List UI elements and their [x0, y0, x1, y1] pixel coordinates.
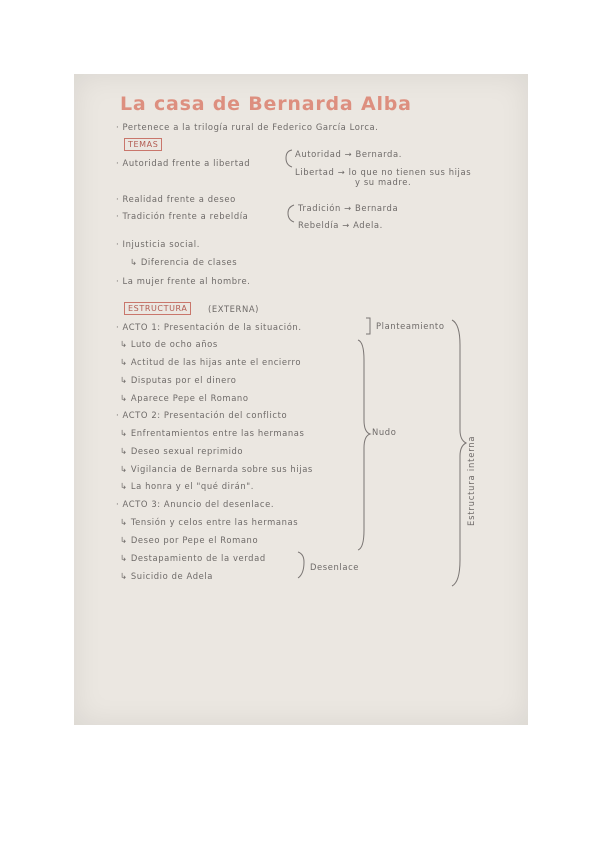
- estructura-label: ESTRUCTURA: [124, 302, 191, 315]
- acto-1: · ACTO 1: Presentación de la situación.: [116, 322, 302, 332]
- externa-label: (EXTERNA): [208, 304, 260, 314]
- nudo-label: Nudo: [372, 427, 397, 437]
- page-title: La casa de Bernarda Alba: [120, 93, 412, 115]
- acto1-item: ↳ Aparece Pepe el Romano: [120, 393, 249, 403]
- bracket-planteamiento: [366, 318, 370, 334]
- libertad-branch: Libertad → lo que no tienen sus hijas: [295, 167, 472, 177]
- diferencia-clases: ↳ Diferencia de clases: [130, 257, 238, 267]
- bracket-autoridad: [286, 150, 292, 167]
- acto1-item: ↳ Actitud de las hijas ante el encierro: [120, 357, 302, 367]
- tema-tradicion: · Tradición frente a rebeldía: [116, 211, 249, 221]
- acto3-item: ↳ Tensión y celos entre las hermanas: [120, 517, 299, 527]
- tema-injusticia: · Injusticia social.: [116, 239, 200, 249]
- acto1-item: ↳ Disputas por el dinero: [120, 375, 237, 385]
- estructura-interna-label: Estructura interna: [466, 435, 476, 526]
- tema-realidad: · Realidad frente a deseo: [116, 194, 236, 204]
- tema-mujer: · La mujer frente al hombre.: [116, 276, 251, 286]
- tradicion-branch: Tradición → Bernarda: [298, 203, 399, 213]
- acto2-item: ↳ Enfrentamientos entre las hermanas: [120, 428, 305, 438]
- acto1-item: ↳ Luto de ocho años: [120, 339, 218, 349]
- acto3-item: ↳ Destapamiento de la verdad: [120, 553, 266, 563]
- planteamiento-label: Planteamiento: [376, 321, 445, 331]
- acto2-item: ↳ La honra y el "qué dirán".: [120, 481, 255, 491]
- desenlace-label: Desenlace: [310, 562, 360, 572]
- temas-label: TEMAS: [124, 138, 162, 151]
- bracket-interna: [452, 320, 466, 586]
- autoridad-branch: Autoridad → Bernarda.: [295, 149, 402, 159]
- acto2-item: ↳ Vigilancia de Bernarda sobre sus hijas: [120, 464, 313, 474]
- bracket-nudo: [358, 340, 370, 550]
- acto3-item: ↳ Deseo por Pepe el Romano: [120, 535, 259, 545]
- acto2-item: ↳ Deseo sexual reprimido: [120, 446, 244, 456]
- tema-autoridad: · Autoridad frente a libertad: [116, 158, 251, 168]
- intro-line: · Pertenece a la trilogía rural de Federico García Lorca.: [116, 122, 379, 132]
- rebeldia-branch: Rebeldía → Adela.: [298, 220, 383, 230]
- bracket-desenlace: [298, 552, 304, 578]
- acto3-item: ↳ Suicidio de Adela: [120, 571, 214, 581]
- acto-3: · ACTO 3: Anuncio del desenlace.: [116, 499, 275, 509]
- acto-2: · ACTO 2: Presentación del conflicto: [116, 410, 288, 420]
- libertad-branch-cont: y su madre.: [355, 177, 412, 187]
- bracket-tradicion: [288, 205, 294, 222]
